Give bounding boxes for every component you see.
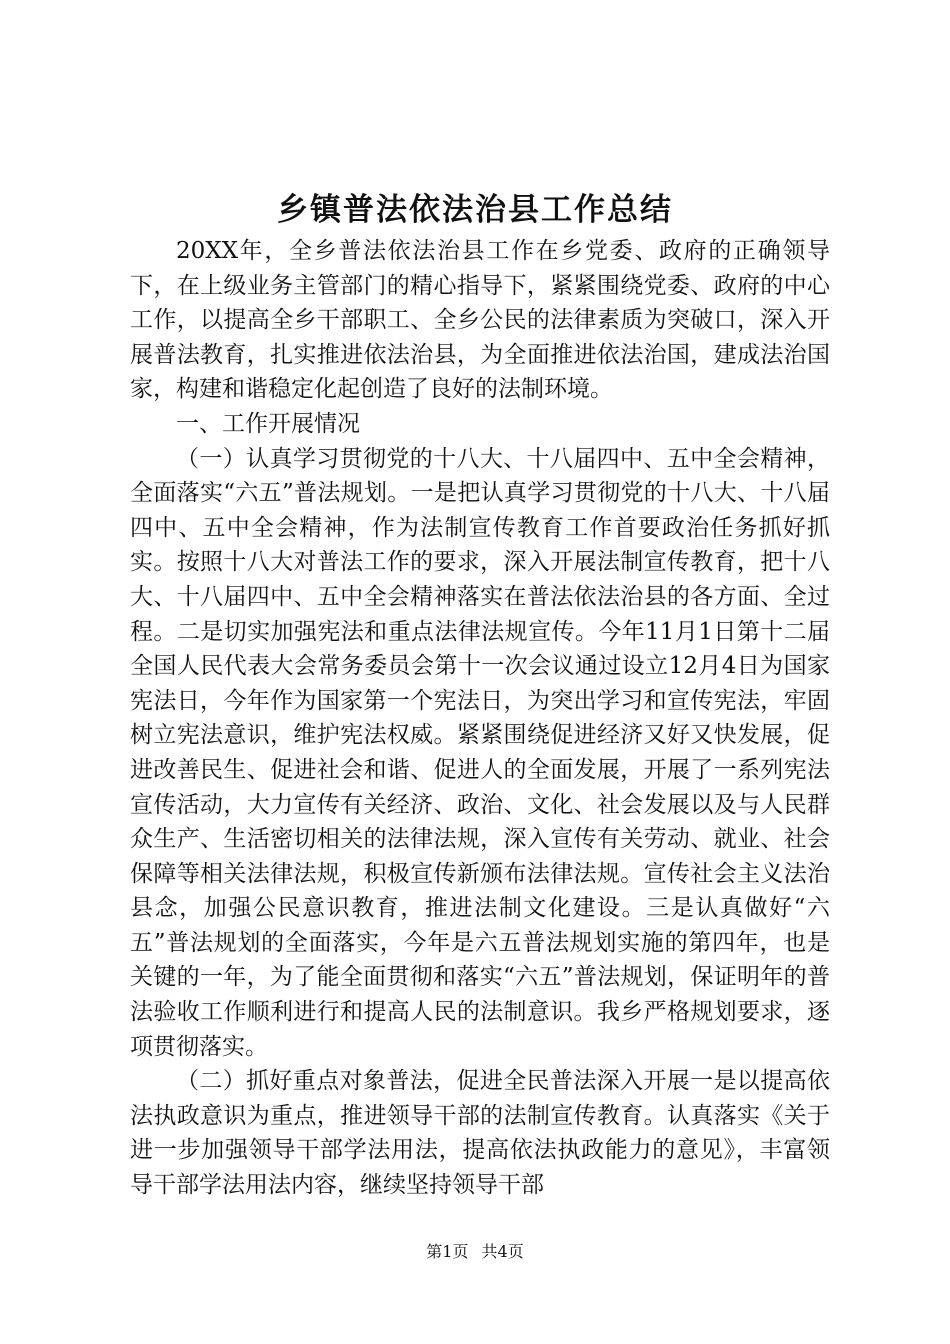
paragraph-section-1: （一）认真学习贯彻党的十八大、十八届四中、五中全会精神，全面落实“六五”普法规划。一是把认真学习贯彻党的十八大、十八届四中、五中全会精神，作为法制宣传教育工作首要政治任务抓好抓实。按照十八大对普法工作的要求，深入开展法制宣传教育，把十八大、十八届四中、五中全会精神落实在普法依法治县的各方面、全过程。二是切实加强宪法和重点法律法规宣传。今年11月1日第十二届全国人民代表大会常务委员会第十一次会议通过设立12月4日为国家宪法日，今年作为国家第一个宪法日，为突出学习和宣传宪法，牢固树立宪法意识，维护宪法权威。紧紧围绕促进经济又好又快发展，促进改善民生、促进社会和谐、促进人的全面发展，开展了一系列宪法宣传活动，大力宣传有关经济、政治、文化、社会发展以及与人民群众生产、生活密切相关的法律法规，深入宣传有关劳动、就业、社会保障等相关法律法规，积极宣传新颁布法律法规。宣传社会主义法治县念，加强公民意识教育，推进法制文化建设。三是认真做好“六五”普法规划的全面落实，今年是六五普法规划实施的第四年，也是关键的一年，为了能全面贯彻和落实“六五”普法规划，保证明年的普法验收工作顺利进行和提高人民的法制意识。我乡严格规划要求，逐项贯彻落实。 xyxy=(130,445,830,1060)
paragraph-section-2: （二）抓好重点对象普法，促进全民普法深入开展一是以提高依法执政意识为重点，推进领导干部的法制宣传教育。认真落实《关于进一步加强领导干部学法用法，提高依法执政能力的意见》，丰富领导干部学法用法内容，继续坚持领导干部 xyxy=(130,1068,830,1199)
page-footer xyxy=(0,1240,950,1264)
page-number: 第1页 xyxy=(426,1242,469,1261)
page-total: 共4页 xyxy=(481,1242,524,1261)
document-title: 乡镇普法依法治县工作总结 xyxy=(277,192,673,228)
paragraph-intro: 20XX年，全乡普法依法治县工作在乡党委、政府的正确领导下，在上级业务主管部门的精心指导下，紧紧围绕党委、政府的中心工作，以提高全乡干部职工、全乡公民的法律素质为突破口，深入开展普法教育，扎实推进依法治县，为全面推进依法治国，建成法治国家，构建和谐稳定化起创造了良好的法制环境。 xyxy=(130,238,830,403)
document-body xyxy=(130,234,830,1203)
section-heading: 一、工作开展情况 xyxy=(176,410,360,437)
